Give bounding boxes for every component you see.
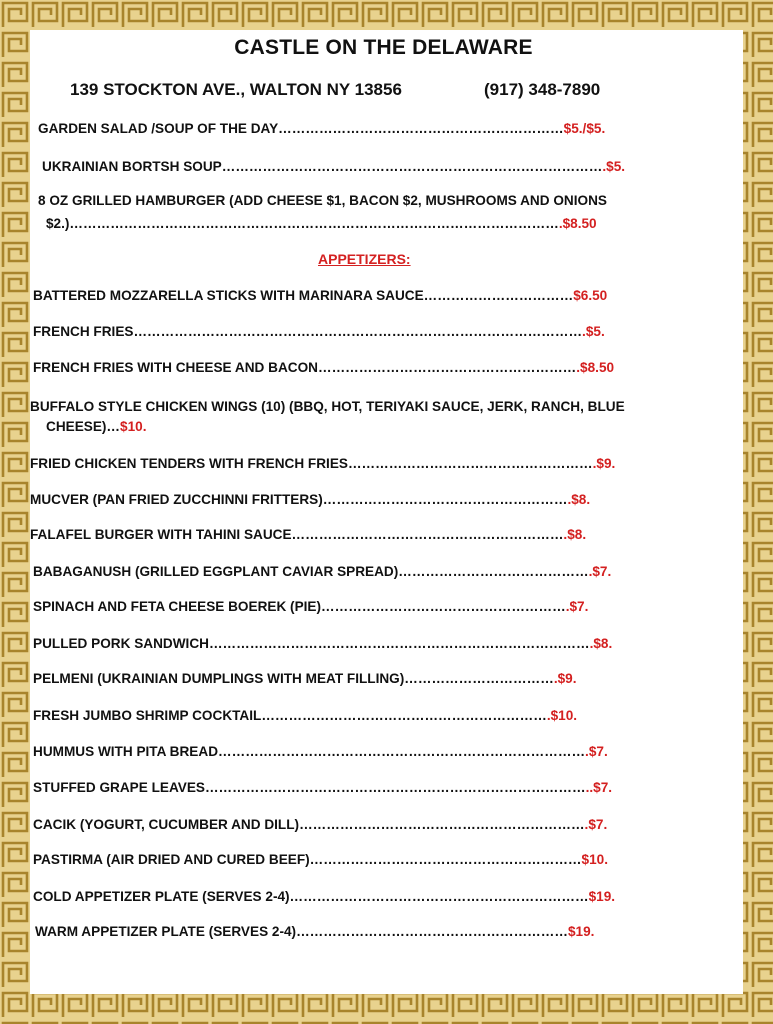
- menu-item: [33, 596, 588, 618]
- menu-item: [30, 453, 615, 475]
- item-price: .$5.: [602, 159, 626, 174]
- item-price: $10.: [120, 419, 147, 434]
- item-price: .$10.: [546, 708, 578, 723]
- item-name: CACIK (YOGURT, CUCUMBER AND DILL)………………………………………………………: [33, 817, 585, 832]
- menu-item: [33, 285, 607, 307]
- item-name: $2.)………………………………………………………………………………………………: [46, 216, 559, 231]
- item-name: FALAFEL BURGER WITH TAHINI SAUCE……………………………………………………: [30, 527, 564, 542]
- section-title-appetizers: APPETIZERS:: [318, 251, 411, 267]
- item-name: PELMENI (UKRAINIAN DUMPLINGS WITH MEAT FILLING)……………………………: [33, 671, 554, 686]
- item-name: SPINACH AND FETA CHEESE BOEREK (PIE)………………………………………………: [33, 599, 566, 614]
- menu-item: [33, 357, 614, 379]
- menu-item: [33, 321, 605, 343]
- item-name: UKRAINIAN BORTSH SOUP…………………………………………………………………………: [42, 159, 603, 174]
- item-price: $5./$5.: [563, 121, 606, 136]
- item-price: $19.: [567, 924, 595, 939]
- item-name: HUMMUS WITH PITA BREAD………………………………………………………………………: [33, 744, 586, 759]
- item-price: .$7.: [584, 817, 608, 832]
- item-name: BATTERED MOZZARELLA STICKS WITH MARINARA SAUCE……………………………: [33, 288, 574, 303]
- item-name: GARDEN SALAD /SOUP OF THE DAY………………………………………………………: [38, 121, 564, 136]
- item-price: .$7.: [585, 744, 608, 759]
- item-name: COLD APPETIZER PLATE (SERVES 2-4)…………………………………………………………: [33, 889, 589, 904]
- menu-item: [33, 777, 612, 799]
- item-price: .$5.: [582, 324, 605, 339]
- menu-item: [33, 561, 611, 583]
- menu-item: [42, 156, 625, 178]
- menu-page: [26, 30, 741, 995]
- item-price: .$8.: [567, 492, 591, 507]
- menu-item: [33, 633, 612, 655]
- menu-item: [30, 396, 625, 418]
- item-name: CHEESE)…: [46, 419, 121, 434]
- menu-item: [33, 705, 577, 727]
- item-name: PASTIRMA (AIR DRIED AND CURED BEEF)……………………………………………………: [33, 852, 582, 867]
- menu-item: [38, 118, 605, 140]
- restaurant-title: CASTLE ON THE DELAWARE: [234, 36, 533, 59]
- menu-item: [33, 886, 615, 908]
- restaurant-phone: (917) 348-7890: [484, 80, 601, 99]
- item-price: $19.: [588, 889, 616, 904]
- item-name: 8 OZ GRILLED HAMBURGER (ADD CHEESE $1, BACON $2, MUSHROOMS AND ONIONS: [38, 193, 607, 208]
- menu-item: [35, 921, 594, 943]
- menu-item: [33, 814, 607, 836]
- item-price: $10.: [581, 852, 608, 867]
- item-price: .$7.: [588, 564, 612, 579]
- menu-item: [38, 190, 607, 212]
- item-name: FRIED CHICKEN TENDERS WITH FRENCH FRIES………………………………………………: [30, 456, 593, 471]
- restaurant-address: 139 STOCKTON AVE., WALTON NY 13856: [70, 80, 402, 99]
- item-price: $6.50: [573, 288, 608, 303]
- item-name: STUFFED GRAPE LEAVES…………………………………………………………………………: [33, 780, 586, 795]
- item-price: ..$7.: [585, 780, 613, 795]
- item-name: FRENCH FRIES………………………………………………………………………………………: [33, 324, 583, 339]
- item-price: .$8.50: [576, 360, 615, 375]
- menu-item: [30, 489, 590, 511]
- item-name: FRENCH FRIES WITH CHEESE AND BACON…………………………………………………: [33, 360, 577, 375]
- item-price: .$8.50: [558, 216, 597, 231]
- item-price: .$7.: [565, 599, 589, 614]
- menu-item: [33, 741, 608, 763]
- menu-item: [30, 524, 586, 546]
- menu-item: [46, 213, 597, 235]
- item-price: .$9.: [553, 671, 577, 686]
- item-name: BUFFALO STYLE CHICKEN WINGS (10) (BBQ, HOT, TERIYAKI SAUCE, JERK, RANCH, BLUE: [30, 399, 625, 414]
- item-name: MUCVER (PAN FRIED ZUCCHINNI FRITTERS)………………………………………………: [30, 492, 568, 507]
- item-price: .$9.: [592, 456, 616, 471]
- item-name: BABAGANUSH (GRILLED EGGPLANT CAVIAR SPREAD)……………………………………: [33, 564, 589, 579]
- item-name: PULLED PORK SANDWICH…………………………………………………………………………: [33, 636, 590, 651]
- item-price: .$8.: [563, 527, 587, 542]
- item-name: FRESH JUMBO SHRIMP COCKTAIL………………………………………………………: [33, 708, 547, 723]
- menu-item: [33, 668, 577, 690]
- item-name: WARM APPETIZER PLATE (SERVES 2-4)……………………………………………………: [35, 924, 568, 939]
- item-price: .$8.: [589, 636, 613, 651]
- menu-item: [46, 416, 147, 438]
- menu-item: [33, 849, 608, 871]
